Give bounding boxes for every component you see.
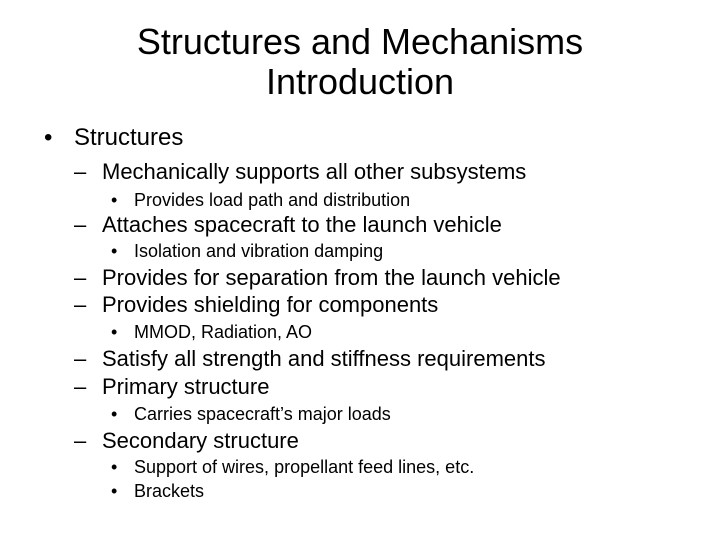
bullet-marker: • — [111, 322, 118, 342]
bullet-text: Structures — [74, 124, 184, 151]
bullet-marker: • — [111, 241, 118, 261]
bullet-text: Primary structure — [102, 374, 270, 399]
bullet-text: Brackets — [134, 481, 205, 501]
dash-marker: – — [74, 265, 87, 290]
slide-title-line-1: Structures and Mechanisms — [136, 21, 584, 62]
slide-title — [0, 22, 720, 102]
bullet-text: Mechanically supports all other subsystems — [102, 159, 527, 184]
dash-marker: – — [74, 212, 87, 237]
bullet-text: Isolation and vibration damping — [134, 241, 384, 261]
bullet-marker: • — [111, 404, 118, 424]
bullet-marker: • — [111, 481, 118, 501]
bullet-text: Attaches spacecraft to the launch vehicle — [102, 212, 502, 237]
bullet-marker: • — [111, 190, 118, 210]
bullet-text: Carries spacecraft’s major loads — [134, 404, 391, 424]
dash-marker: – — [74, 374, 87, 399]
dash-marker: – — [74, 292, 87, 317]
bullet-text: Provides for separation from the launch vehicle — [102, 265, 561, 290]
bullet-marker: • — [44, 124, 53, 151]
bullet-text: Satisfy all strength and stiffness requirements — [102, 346, 546, 371]
bullet-text: Support of wires, propellant feed lines, etc. — [134, 457, 475, 477]
dash-marker: – — [74, 428, 87, 453]
bullet-text: Provides load path and distribution — [134, 190, 411, 210]
dash-marker: – — [74, 159, 87, 184]
bullet-text: Secondary structure — [102, 428, 299, 453]
bullet-text: MMOD, Radiation, AO — [134, 322, 313, 342]
bullet-text: Provides shielding for components — [102, 292, 439, 317]
bullet-marker: • — [111, 457, 118, 477]
dash-marker: – — [74, 346, 87, 371]
slide-title-line-2: Introduction — [265, 61, 455, 102]
